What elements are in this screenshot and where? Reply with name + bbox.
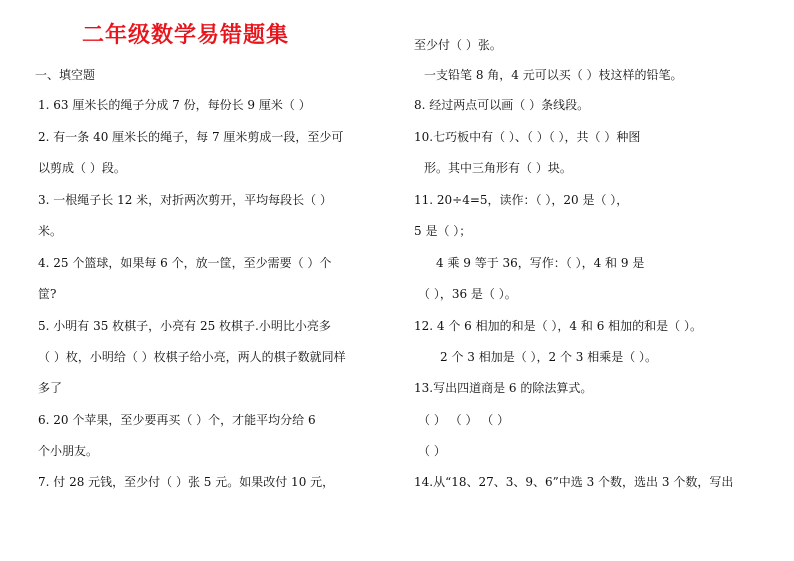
section-heading: 一、填空题 [35, 68, 96, 82]
page-title: 二年级数学易错题集 [82, 22, 290, 48]
question-line: 至少付（ ）张。 [414, 38, 502, 52]
question-line: 7. 付 28 元钱，至少付（ ）张 5 元。如果改付 10 元， [38, 475, 335, 489]
question-line: 3. 一根绳子长 12 米，对折两次剪开，平均每段长（ ） [38, 193, 332, 207]
question-line: 筐? [38, 287, 57, 301]
question-line: 形。其中三角形有（ ）块。 [424, 161, 572, 175]
question-line: 2 个 3 相加是（ ），2 个 3 相乘是（ ）。 [440, 350, 658, 364]
answer-blanks: （ ） [418, 444, 446, 458]
question-line: 4 乘 9 等于 36，写作：（ ），4 和 9 是 [436, 256, 645, 270]
question-line: 8. 经过两点可以画（ ）条线段。 [414, 98, 590, 112]
question-line: 13.写出四道商是 6 的除法算式。 [414, 381, 593, 395]
answer-blanks: （ ） （ ） （ ） [418, 413, 510, 427]
question-line: 一支铅笔 8 角，4 元可以买（ ）枝这样的铅笔。 [424, 68, 683, 82]
question-line: 2. 有一条 40 厘米长的绳子，每 7 厘米剪成一段，至少可 [38, 130, 344, 144]
question-line: 5 是（ ）； [414, 224, 472, 238]
question-line: 10.七巧板中有（ ）、（ ）（ ），共（ ）种图 [414, 130, 641, 144]
question-line: 4. 25 个篮球，如果每 6 个，放一筐，至少需要（ ）个 [38, 256, 332, 270]
question-line: 14.从“18、27、3、9、6”中选 3 个数，选出 3 个数，写出 [414, 475, 734, 489]
question-line: 以剪成（ ）段。 [38, 161, 126, 175]
question-line: 5. 小明有 35 枚棋子，小亮有 25 枚棋子.小明比小亮多 [38, 319, 331, 333]
question-line: 1. 63 厘米长的绳子分成 7 份，每份长 9 厘米（ ） [38, 98, 311, 112]
question-line: 12. 4 个 6 相加的和是（ ），4 和 6 相加的和是（ ）。 [414, 319, 702, 333]
question-line: （ ）枚，小明给（ ）枚棋子给小亮，两人的棋子数就同样 [38, 350, 346, 364]
question-line: 米。 [38, 224, 63, 238]
question-line: 11. 20÷4=5，读作：（ ），20 是（ ）， [414, 193, 629, 207]
question-line: （ ），36 是（ ）。 [418, 287, 517, 301]
question-line: 个小朋友。 [38, 444, 99, 458]
question-line: 多了 [38, 381, 63, 395]
question-line: 6. 20 个苹果，至少要再买（ ）个，才能平均分给 6 [38, 413, 316, 427]
